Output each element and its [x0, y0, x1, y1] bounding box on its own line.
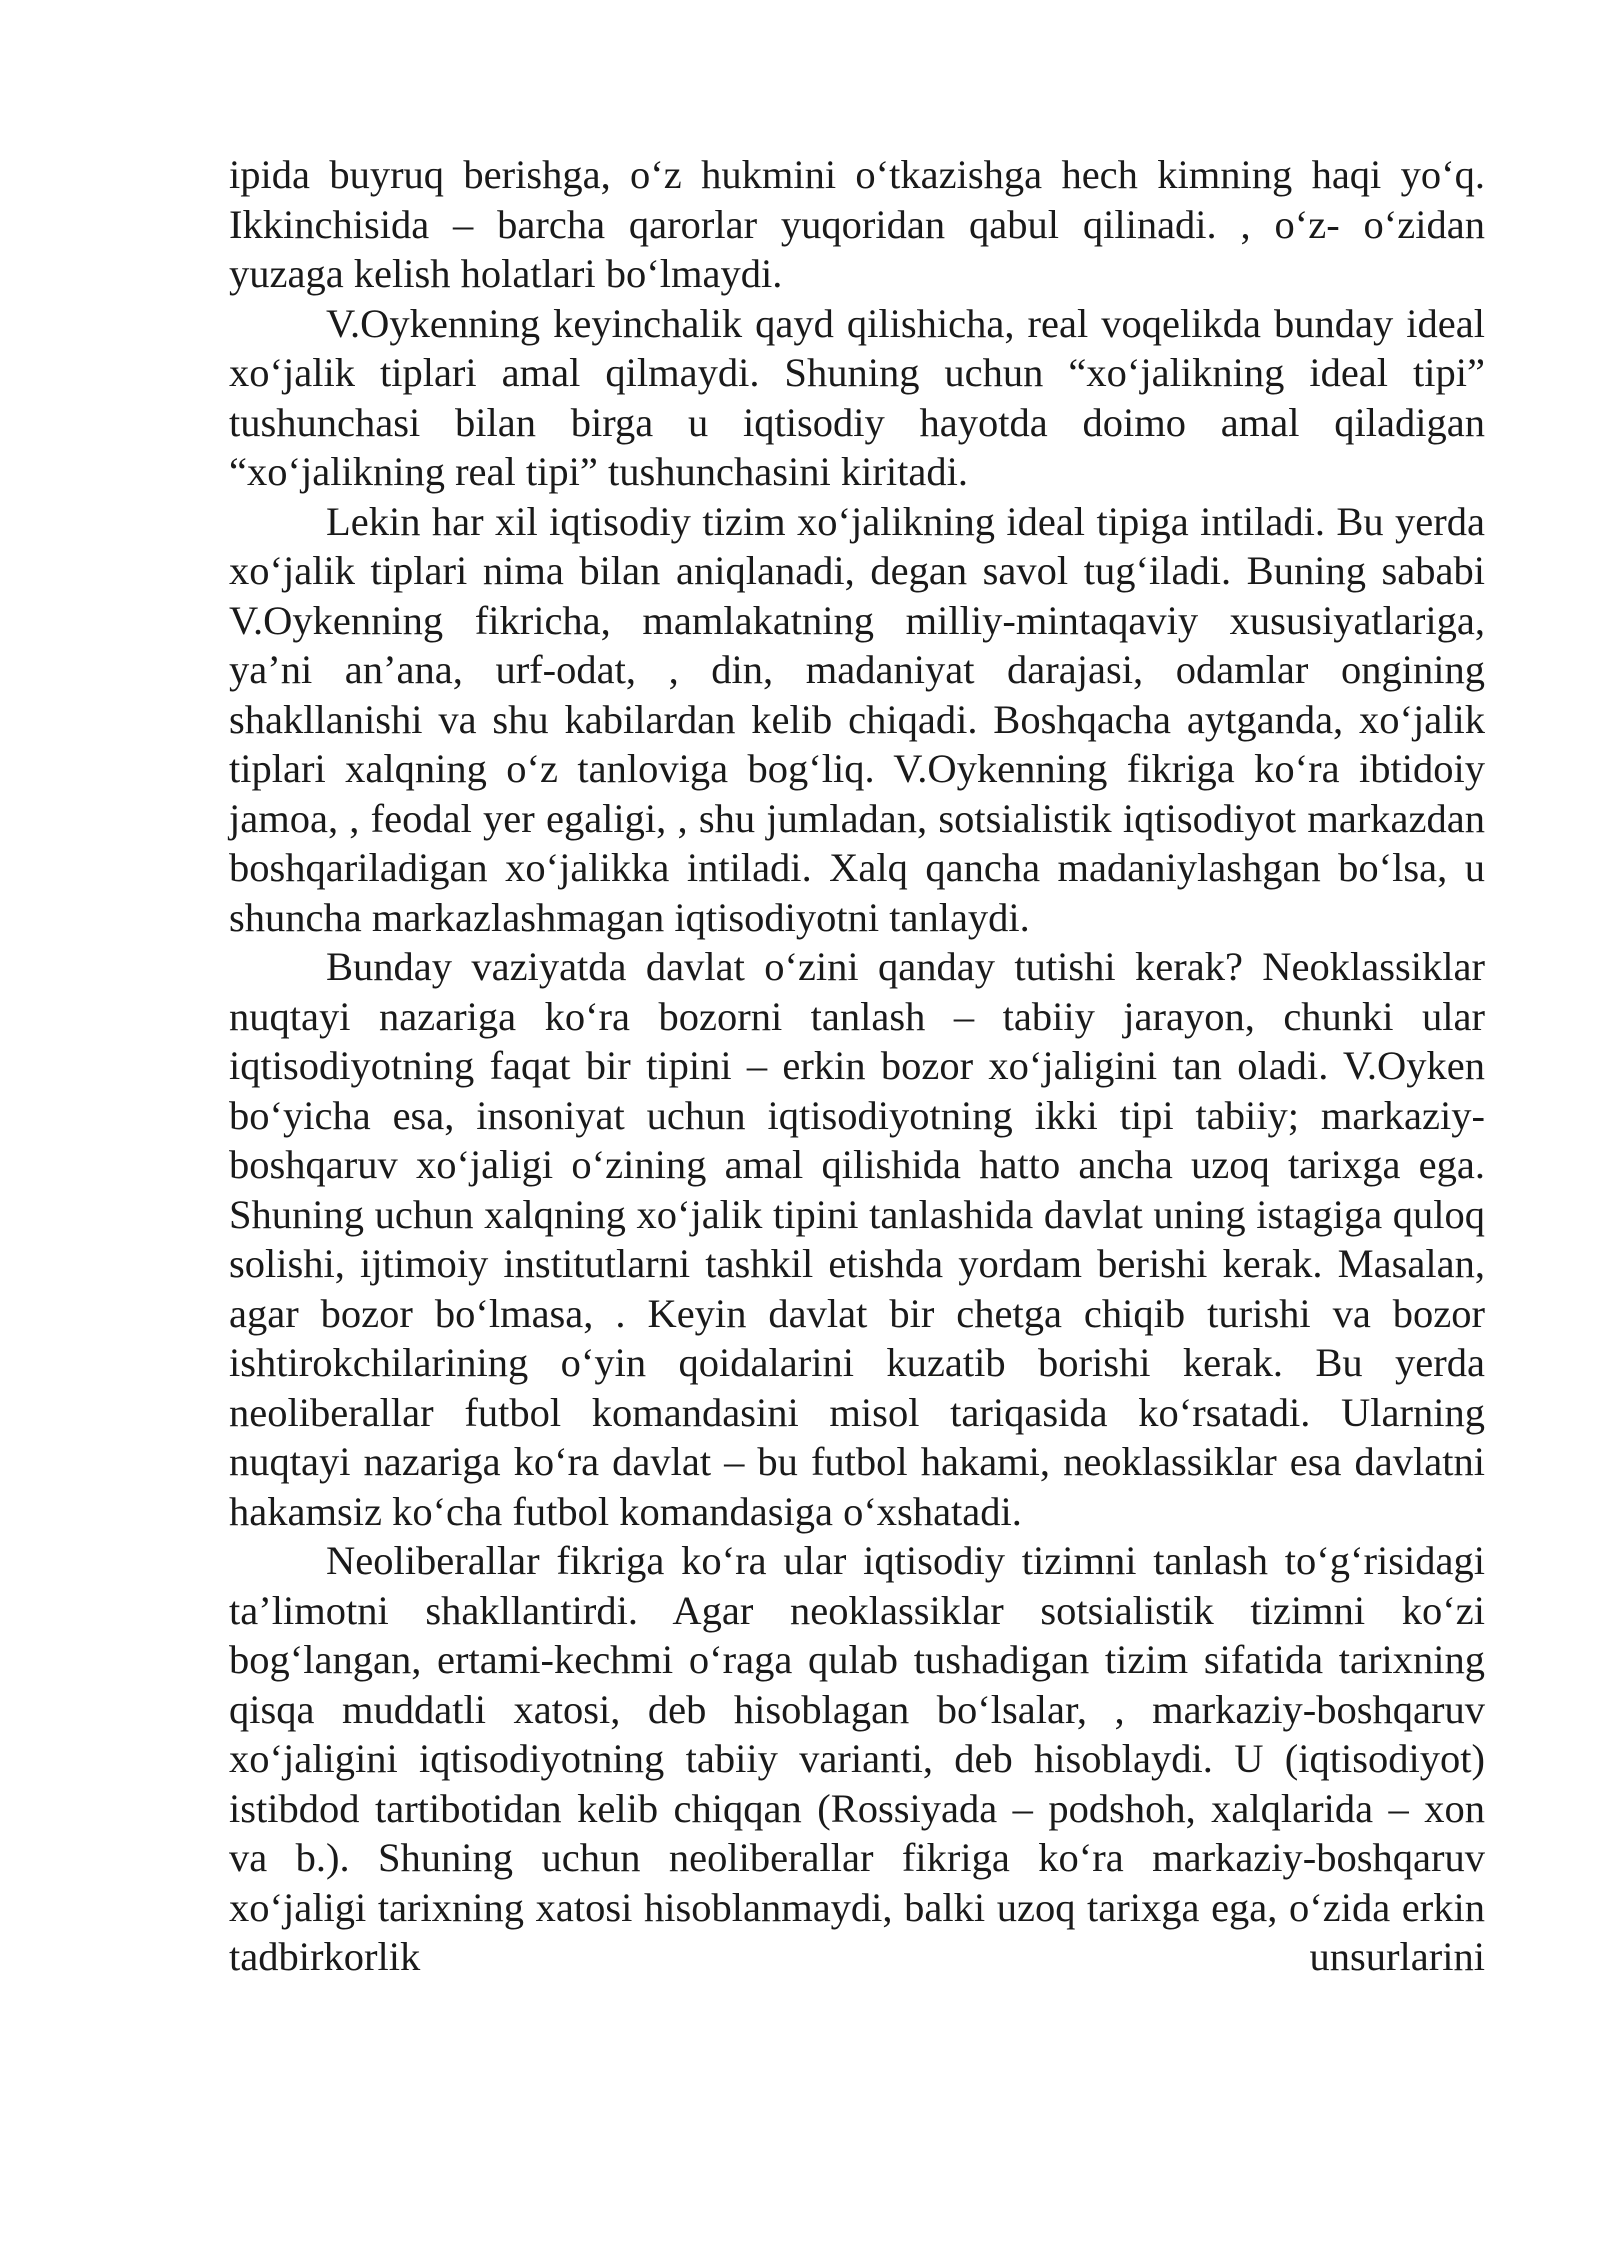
paragraph-1: ipida buyruq berishga, o‘z hukmini o‘tkazishga hech kimning haqi yo‘q. Ikkinchisida – barcha qarorlar yuqoridan qabul qilinadi. , o‘z- o‘zidan yuzaga kelish holatlari bo‘lmaydi.	[229, 152, 1485, 296]
paragraph-2: V.Oykenning keyinchalik qayd qilishicha, real voqelikda bunday ideal xo‘jalik tiplari amal qilmaydi. Shuning uchun “xo‘jalikning ideal tipi” tushunchasi bilan birga u iqtisodiy hayotda doimo amal qiladigan “xo‘jalikning real tipi” tushunchasini kiritadi.	[229, 300, 1485, 494]
paragraph-3: Lekin har xil iqtisodiy tizim xo‘jalikning ideal tipiga intiladi. Bu yerda xo‘jalik tiplari nima bilan aniqlanadi, degan savol tug‘iladi. Buning sababi V.Oykenning fikricha, mamlakatning milliy-mintaqaviy xususiyatlariga, ya’ni an’ana, urf-odat, , din, madaniyat darajasi, odamlar ongining shakllanishi va shu kabilardan kelib chiqadi. Boshqacha aytganda, xo‘jalik tiplari xalqning o‘z tanloviga bog‘liq. V.Oykenning fikriga ko‘ra ibtidoiy jamoa, , feodal yer egaligi, , shu jumladan, sotsialistik iqtisodiyot markazdan boshqariladigan xo‘jalikka intiladi. Xalq qancha madaniylashgan bo‘lsa, u shuncha markazlashmagan iqtisodiyotni tanlaydi.	[229, 498, 1485, 940]
document-page	[229, 150, 1485, 1982]
paragraph-4: Bunday vaziyatda davlat o‘zini qanday tutishi kerak? Neoklassiklar nuqtayi nazariga ko‘ra bozorni tanlash – tabiiy jarayon, chunki ular iqtisodiyotning faqat bir tipini – erkin bozor xo‘jaligini tan oladi. V.Oyken bo‘yicha esa, insoniyat uchun iqtisodiyotning ikki tipi tabiiy; markaziy-boshqaruv xo‘jaligi o‘zining amal qilishida hatto ancha uzoq tarixga ega. Shuning uchun xalqning xo‘jalik tipini tanlashida davlat uning istagiga quloq solishi, ijtimoiy institutlarni tashkil etishda yordam berishi kerak. Masalan, agar bozor bo‘lmasa, . Keyin davlat bir chetga chiqib turishi va bozor ishtirokchilarining o‘yin qoidalarini kuzatib borishi kerak. Bu yerda neoliberallar futbol komandasini misol tariqasida ko‘rsatadi. Ularning nuqtayi nazariga ko‘ra davlat – bu futbol hakami, neoklassiklar esa davlatni hakamsiz ko‘cha futbol komandasiga o‘xshatadi.	[229, 944, 1485, 1534]
paragraph-5: Neoliberallar fikriga ko‘ra ular iqtisodiy tizimni tanlash to‘g‘risidagi ta’limotni shakllantirdi. Agar neoklassiklar sotsialistik tizimni ko‘zi bog‘langan, ertami-kechmi o‘raga qulab tushadigan tizim sifatida tarixning qisqa muddatli xatosi, deb hisoblagan bo‘lsalar, , markaziy-boshqaruv xo‘jaligini iqtisodiyotning tabiiy varianti, deb hisoblaydi. U (iqtisodiyot) istibdod tartibotidan kelib chiqqan (Rossiyada – podshoh, xalqlarida – xon va b.). Shuning uchun neoliberallar fikriga ko‘ra markaziy-boshqaruv xo‘jaligi tarixning xatosi hisoblanmaydi, balki uzoq tarixga ega, o‘zida erkin tadbirkorlik unsurlarini	[229, 1538, 1485, 1979]
